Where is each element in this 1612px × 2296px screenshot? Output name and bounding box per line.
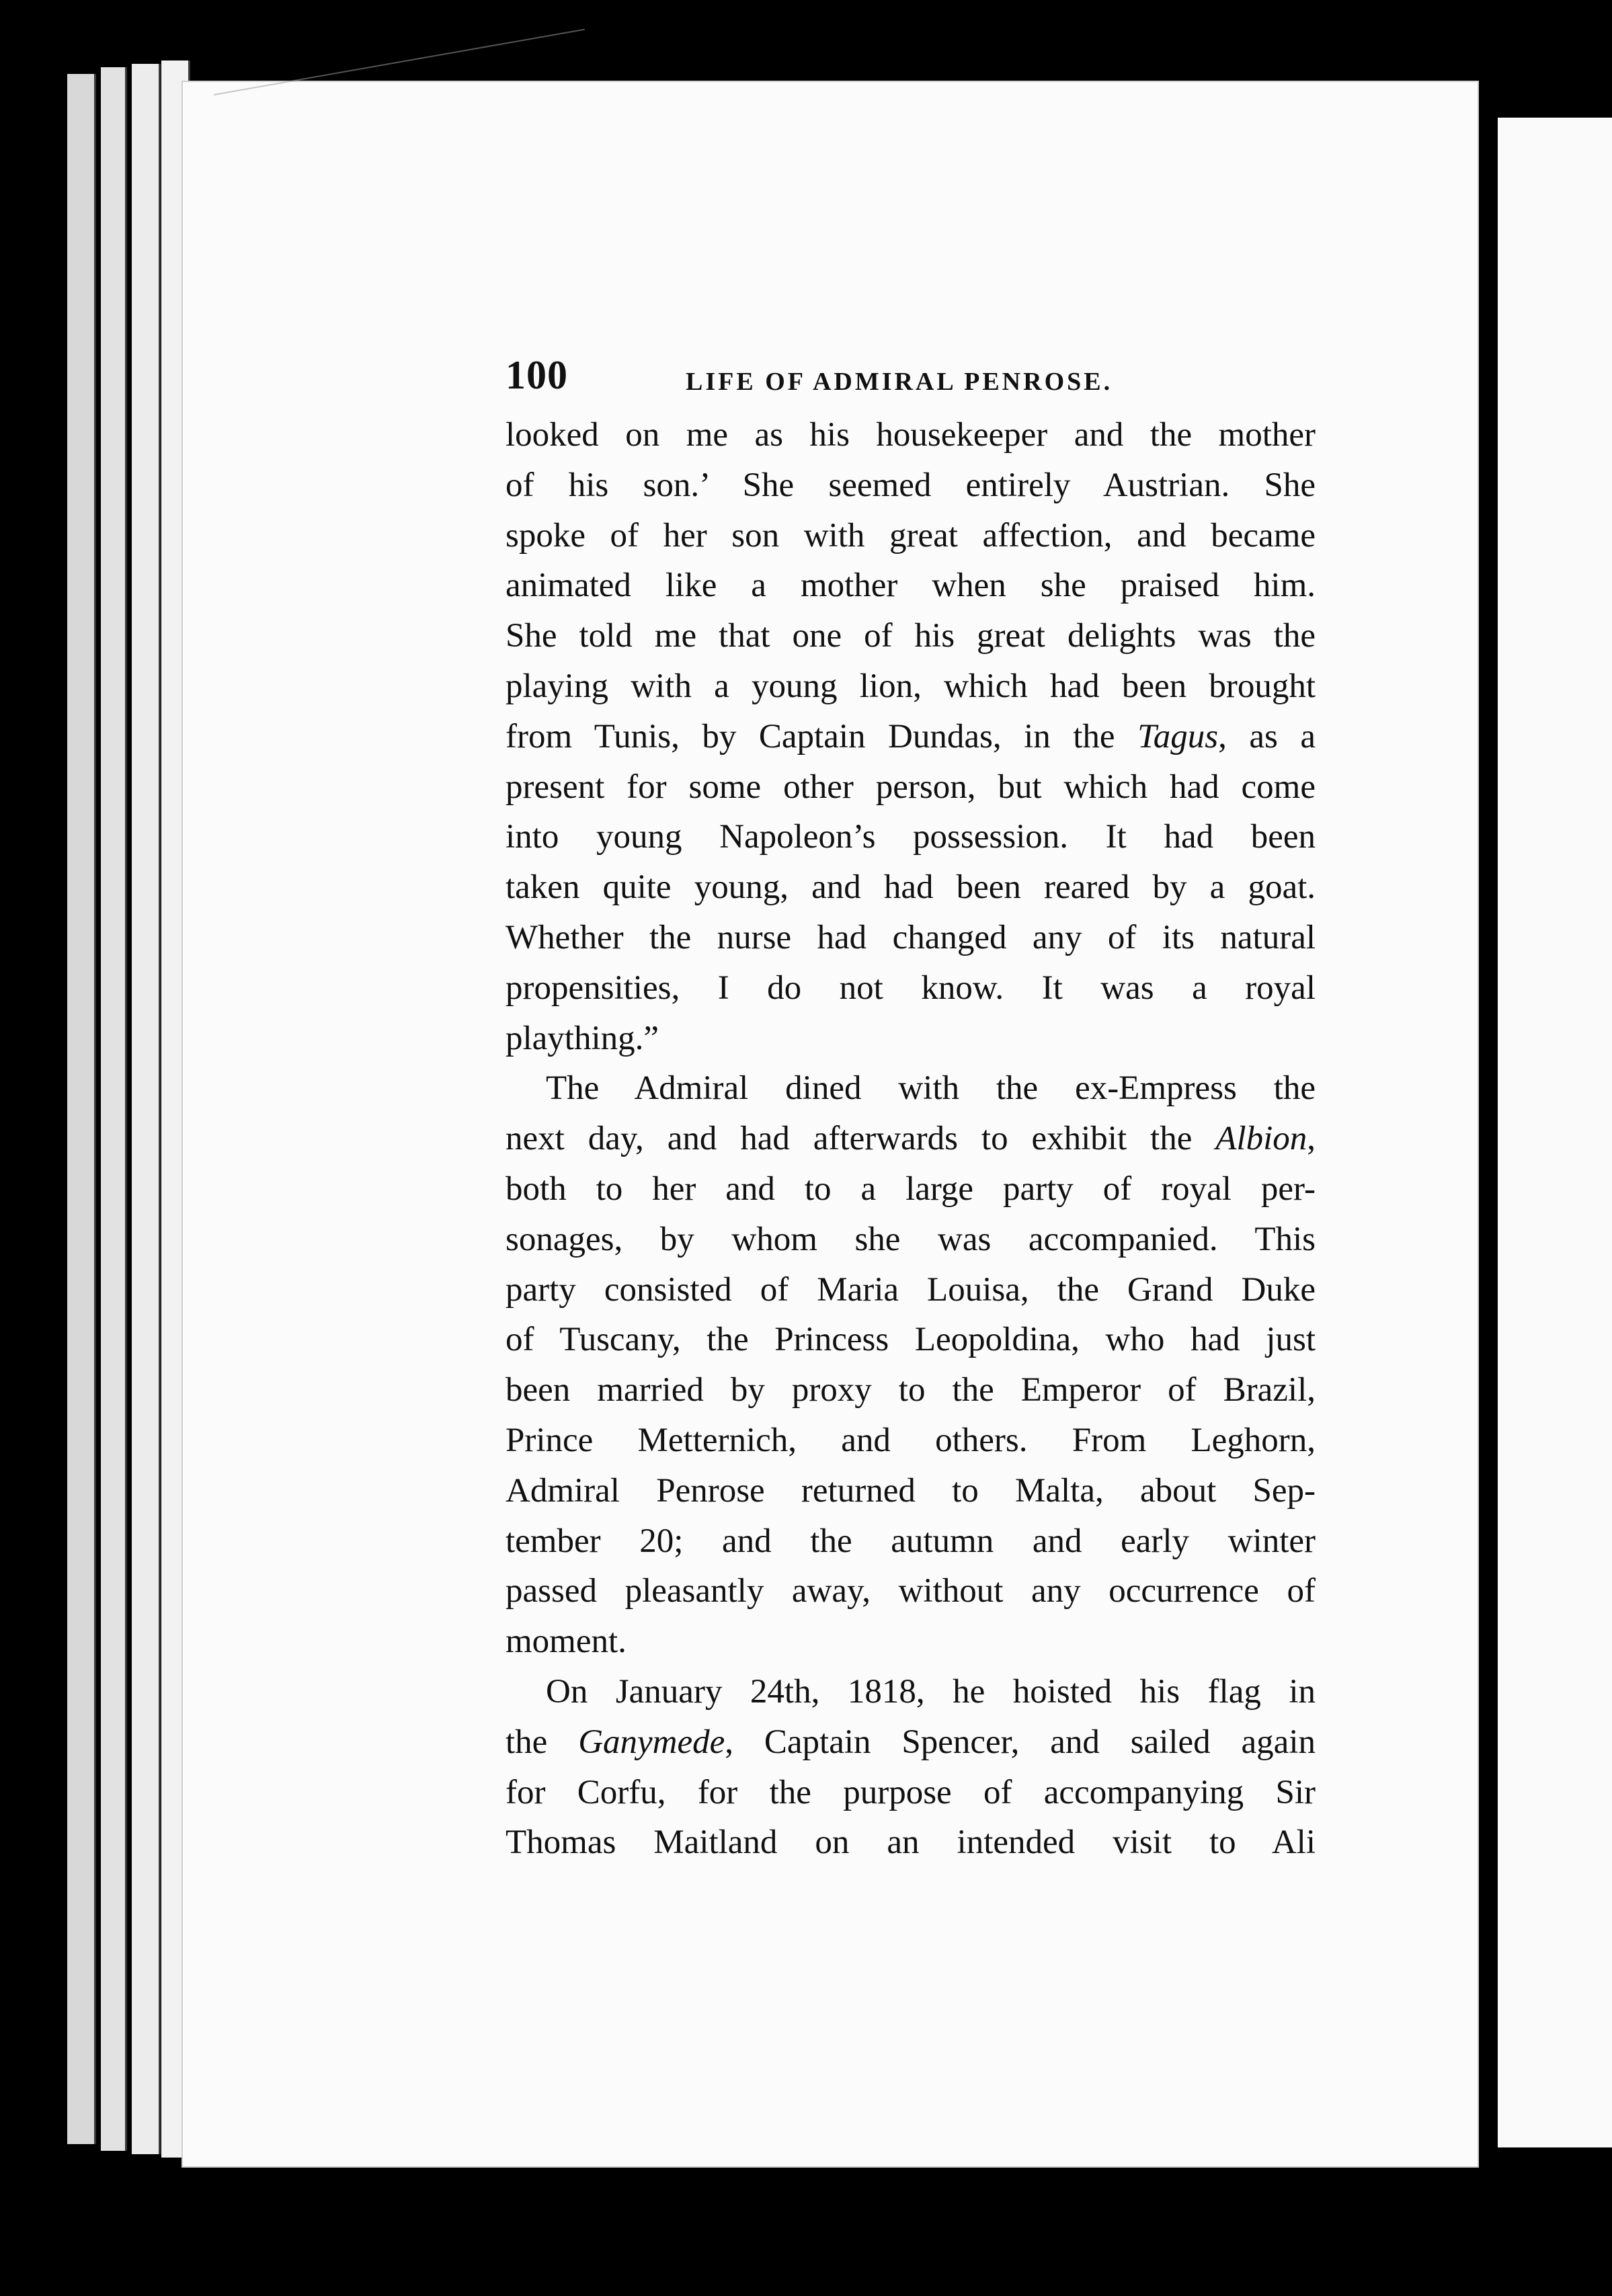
running-title: LIFE OF ADMIRAL PENROSE.	[686, 368, 1113, 396]
paragraph	[506, 1063, 1316, 1667]
page-number: 100	[506, 353, 568, 397]
ship-name: Tagus	[1137, 717, 1219, 755]
text-line: The Admiral dined with the ex-Empress the	[546, 1069, 1316, 1108]
text-line: both to her and to a large party of royal per-	[506, 1170, 1316, 1208]
page-edge	[67, 74, 96, 2144]
text-line: been married by proxy to the Emperor of Brazil,	[506, 1371, 1316, 1409]
text-line: party consisted of Maria Louisa, the Grand Duke	[506, 1270, 1316, 1309]
page-edge	[101, 67, 127, 2151]
text-line: for Corfu, for the purpose of accompanying Sir	[506, 1773, 1316, 1811]
ship-name: Albion	[1215, 1120, 1307, 1158]
text-line: looked on me as his housekeeper and the mother	[506, 416, 1316, 454]
ship-name: Ganymede	[578, 1723, 725, 1761]
text-line: passed pleasantly away, without any occurrence of	[506, 1572, 1316, 1610]
text-line: playing with a young lion, which had been brought	[506, 667, 1316, 705]
text-line: animated like a mother when she praised him.	[506, 567, 1316, 605]
text-line: into young Napoleon’s possession. It had been	[506, 818, 1316, 856]
text-line: spoke of her son with great affection, and became	[506, 516, 1316, 555]
text-line: On January 24th, 1818, he hoisted his flag in	[546, 1672, 1316, 1711]
text-line: moment.	[506, 1623, 627, 1661]
text-line: next day, and had afterwards to exhibit the Albion,	[506, 1120, 1316, 1158]
text-line: propensities, I do not know. It was a royal	[506, 969, 1316, 1007]
running-head	[506, 350, 1316, 403]
text-line: taken quite young, and had been reared by a goat.	[506, 868, 1316, 907]
text-line: Prince Metternich, and others. From Leghorn,	[506, 1421, 1316, 1459]
text-line: Admiral Penrose returned to Malta, about Sep-	[506, 1471, 1316, 1510]
text-line: of Tuscany, the Princess Leopoldina, who had just	[506, 1321, 1316, 1359]
gutter-shadow	[1479, 108, 1495, 2151]
text-line: from Tunis, by Captain Dundas, in the Tagus, as a	[506, 717, 1316, 755]
page-edge	[132, 64, 161, 2154]
text-line: She told me that one of his great delights was the	[506, 617, 1316, 655]
text-line: Thomas Maitland on an intended visit to Ali	[506, 1823, 1316, 1862]
paragraph	[506, 410, 1316, 1063]
text-line: of his son.’ She seemed entirely Austrian. She	[506, 466, 1316, 504]
facing-page-edge	[1498, 118, 1612, 2147]
text-line: tember 20; and the autumn and early winter	[506, 1522, 1316, 1560]
page-content	[506, 350, 1316, 1868]
paragraph	[506, 1667, 1316, 1868]
text-line: sonages, by whom she was accompanied. This	[506, 1220, 1316, 1258]
text-line: present for some other person, but which had come	[506, 768, 1316, 806]
text-line: Whether the nurse had changed any of its natural	[506, 918, 1316, 956]
text-line: the Ganymede, Captain Spencer, and sailed again	[506, 1723, 1316, 1761]
text-line: plaything.”	[506, 1019, 659, 1057]
